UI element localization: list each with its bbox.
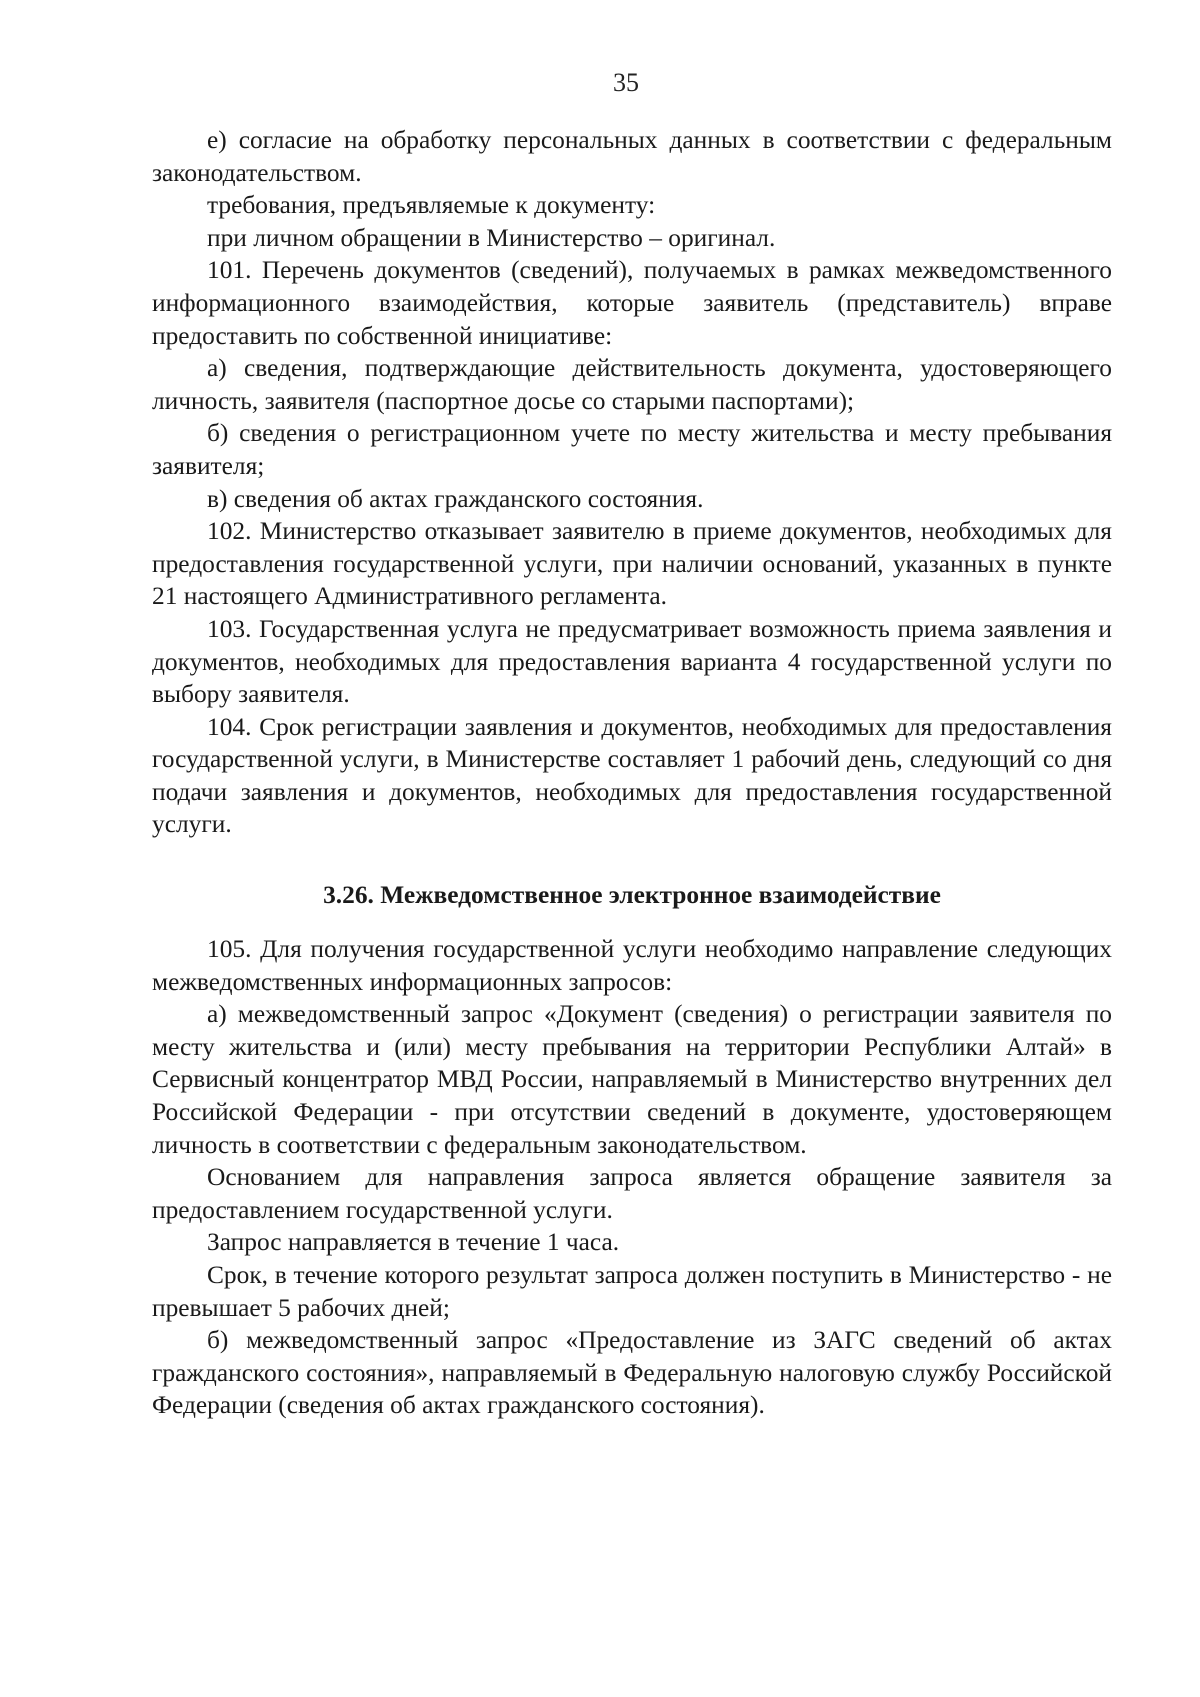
paragraph-101-v: в) сведения об актах гражданского состояния. — [207, 484, 704, 513]
paragraph-105-b: б) межведомственный запрос «Предоставление из ЗАГС сведений об актах гражданского состояния», направляемый в Федеральную налоговую службу Российской Федерации (сведения об актах гражданского состояния). — [152, 1326, 1112, 1420]
paragraph-request-basis: Основанием для направления запроса является обращение заявителя за предоставлением государственной услуги. — [152, 1163, 1112, 1224]
paragraph-104: 104. Срок регистрации заявления и документов, необходимых для предоставления государственной услуги, в Министерстве составляет 1 рабочий день, следующий со дня подачи заявления и документов, необходимых для предоставления государственной услуги. — [152, 712, 1112, 839]
paragraph-101: 101. Перечень документов (сведений), получаемых в рамках межведомственного информационного взаимодействия, которые заявитель (представитель) вправе предоставить по собственной инициативе: — [152, 256, 1112, 350]
paragraph-102: 102. Министерство отказывает заявителю в приеме документов, необходимых для предоставления государственной услуги, при наличии оснований, указанных в пункте 21 настоящего Административного регламента. — [152, 517, 1112, 611]
paragraph-request-deadline: Срок, в течение которого результат запроса должен поступить в Министерство - не превышает 5 рабочих дней; — [152, 1261, 1112, 1322]
paragraph-original: при личном обращении в Министерство – оригинал. — [207, 223, 776, 252]
paragraph-105: 105. Для получения государственной услуги необходимо направление следующих межведомственных информационных запросов: — [152, 935, 1112, 996]
document-body — [152, 124, 1112, 1422]
paragraph-105-a: а) межведомственный запрос «Документ (сведения) о регистрации заявителя по месту жительства и (или) месту пребывания на территории Республики Алтай» в Сервисный концентратор МВД России, направляемый в Министерство внутренних дел Российской Федерации - при отсутствии сведений в документе, удостоверяющем личность в соответствии с федеральным законодательством. — [152, 1000, 1112, 1159]
paragraph-consent: е) согласие на обработку персональных данных в соответствии с федеральным законодательством. — [152, 126, 1112, 187]
section-heading: 3.26. Межведомственное электронное взаимодействие — [323, 881, 941, 910]
paragraph-requirements: требования, предъявляемые к документу: — [207, 191, 656, 220]
paragraph-request-timing: Запрос направляется в течение 1 часа. — [207, 1228, 620, 1257]
paragraph-103: 103. Государственная услуга не предусматривает возможность приема заявления и документов, необходимых для предоставления варианта 4 государственной услуги по выбору заявителя. — [152, 614, 1112, 709]
paragraph-101-a: а) сведения, подтверждающие действительность документа, удостоверяющего личность, заявителя (паспортное досье со старыми паспортами); — [152, 354, 1112, 415]
page-number: 35 — [613, 68, 639, 97]
paragraph-101-b: б) сведения о регистрационном учете по месту жительства и месту пребывания заявителя; — [152, 419, 1112, 480]
